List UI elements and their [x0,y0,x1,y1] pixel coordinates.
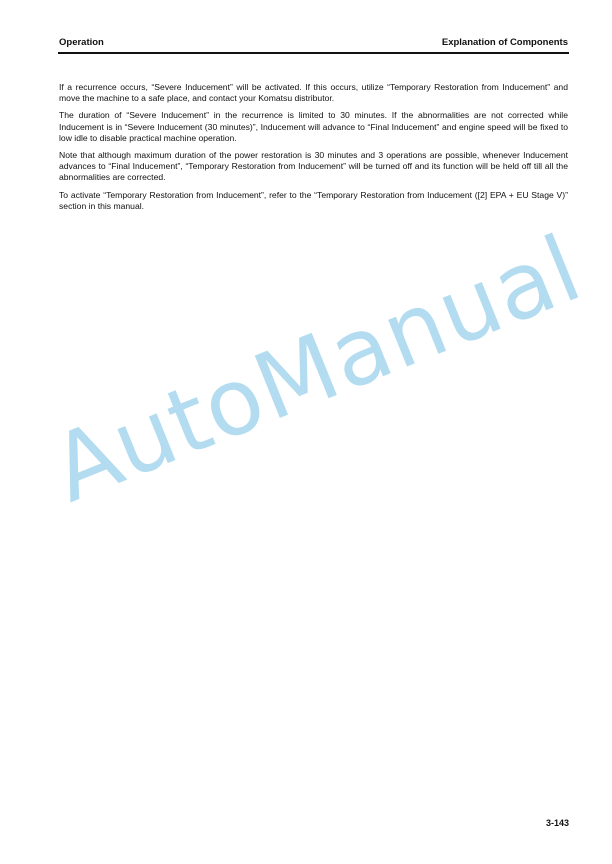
header-divider [58,52,569,54]
paragraph-recurrence: If a recurrence occurs, “Severe Inducement” will be activated. If this occurs, utilize “Temporary Restoration from Inducement” and move the machine to a safe place, and contact your Komatsu distributor. [59,82,568,104]
header-section-title: Operation [59,37,104,48]
watermark: AutoManual [37,214,596,524]
page-header [59,37,568,51]
page-number: 3-143 [545,818,569,828]
paragraph-activation: To activate “Temporary Restoration from Inducement”, refer to the “Temporary Restoration from Inducement ([2] EPA + EU Stage V)” section in this manual. [59,189,568,211]
paragraph-duration: The duration of “Severe Inducement” in the recurrence is limited to 30 minutes. If the abnormalities are not corrected while Inducement is in “Severe Inducement (30 minutes)”, Inducement will advance to “Final Inducement” and engine speed will be fixed to low idle to disable practical machine operation. [59,110,568,143]
paragraph-restoration-note: Note that although maximum duration of the power restoration is 30 minutes and 3 operations are possible, whenever Inducement advances to “Final Inducement”, “Temporary Restoration from Inducement” will be turned off and its function will be held off till all the abnormalities are corrected. [59,150,568,183]
header-chapter-title: Explanation of Components [441,37,568,48]
body-text [59,82,568,218]
